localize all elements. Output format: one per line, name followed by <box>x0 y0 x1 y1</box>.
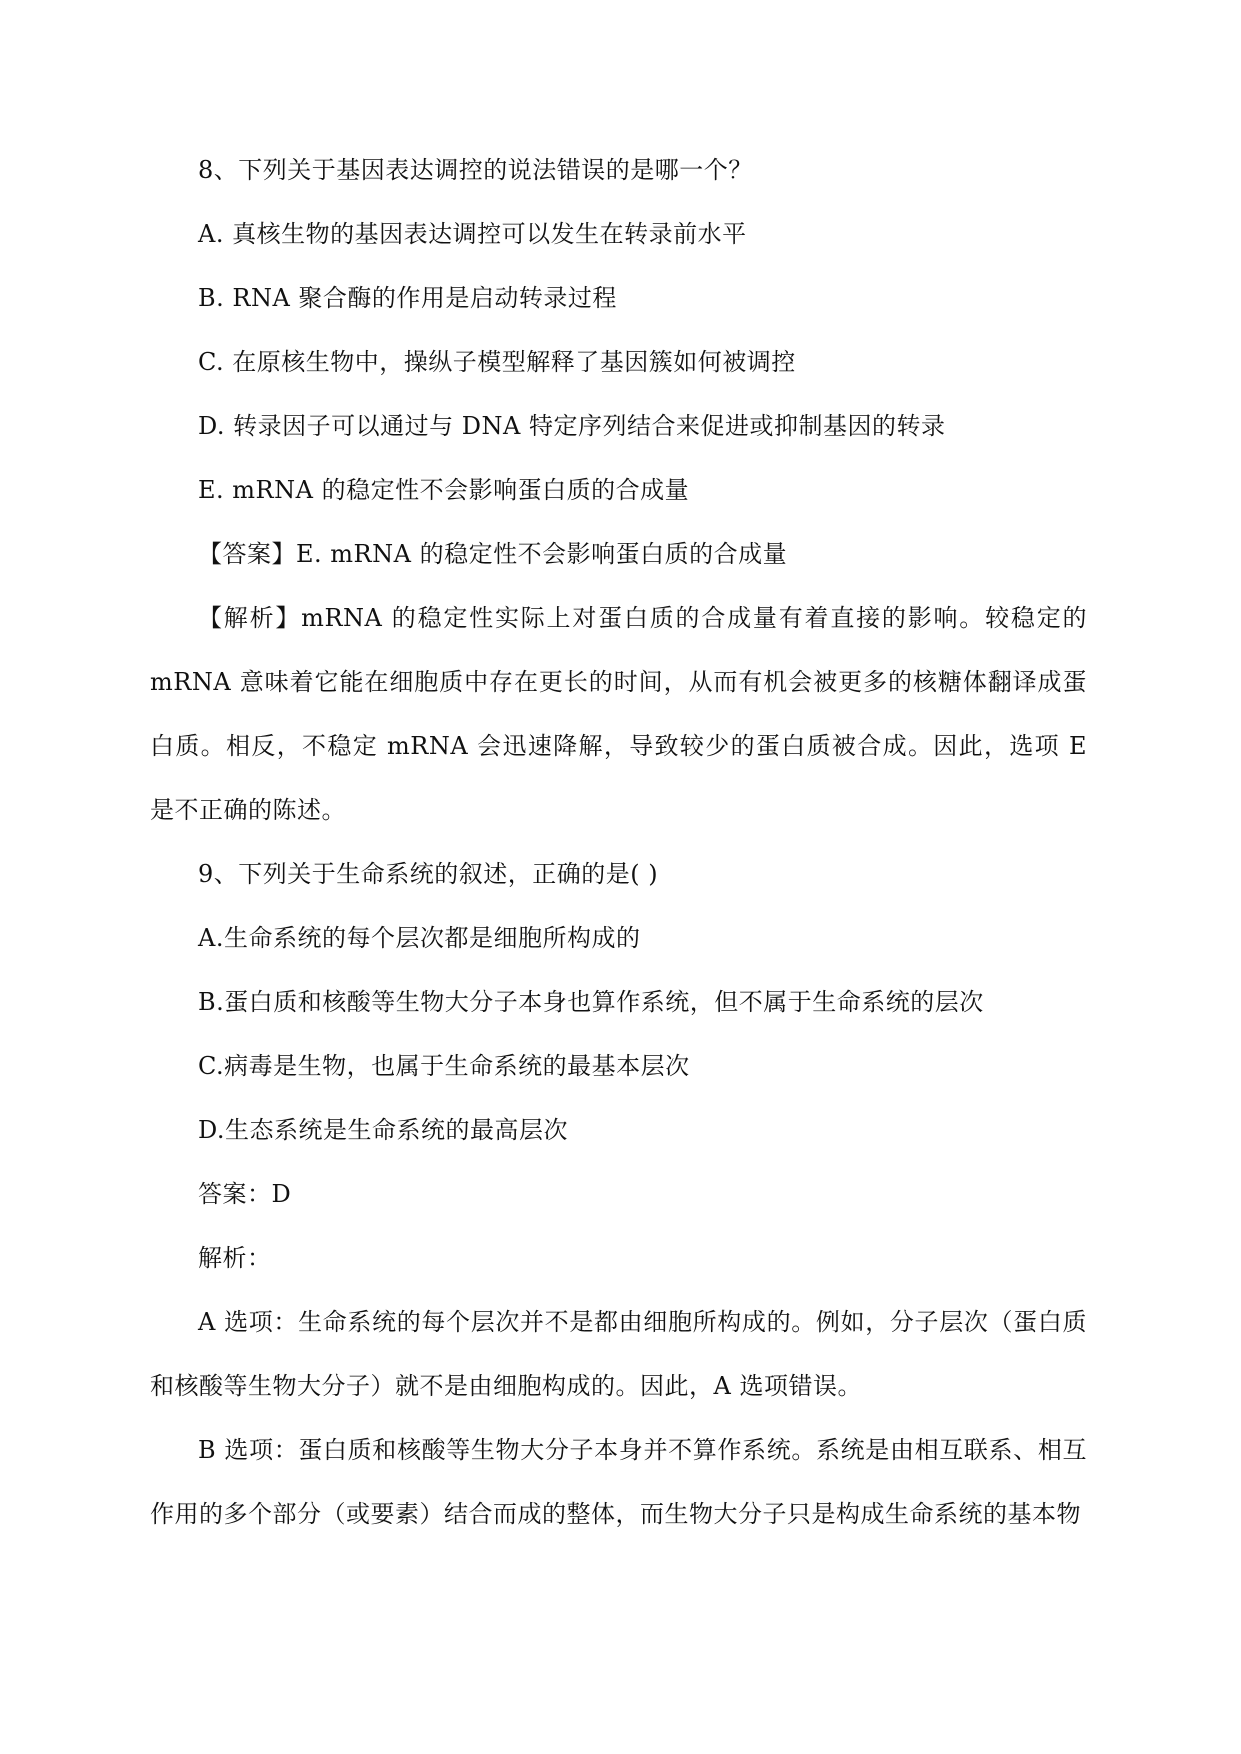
question-8-option-b: B. RNA 聚合酶的作用是启动转录过程 <box>198 284 617 312</box>
question-8-option-d: D. 转录因子可以通过与 DNA 特定序列结合来促进或抑制基因的转录 <box>198 412 946 440</box>
question-9-option-b: B.蛋白质和核酸等生物大分子本身也算作系统，但不属于生命系统的层次 <box>198 988 984 1016</box>
question-9-option-a: A.生命系统的每个层次都是细胞所构成的 <box>198 924 641 952</box>
question-8-option-e: E. mRNA 的稳定性不会影响蛋白质的合成量 <box>198 476 690 504</box>
question-8-option-c: C. 在原核生物中，操纵子模型解释了基因簇如何被调控 <box>198 348 796 376</box>
question-8-answer: 【答案】E. mRNA 的稳定性不会影响蛋白质的合成量 <box>198 540 788 568</box>
question-9-option-d: D.生态系统是生命系统的最高层次 <box>198 1116 569 1144</box>
question-9-analysis-label: 解析： <box>198 1244 272 1272</box>
question-9-option-c: C.病毒是生物，也属于生命系统的最基本层次 <box>198 1052 690 1080</box>
question-9-analysis-a: A 选项：生命系统的每个层次并不是都由细胞所构成的。例如，分子层次（蛋白质和核酸等生物大分子）就不是由细胞构成的。因此，A 选项错误。 <box>150 1308 1087 1400</box>
question-8-analysis: 【解析】mRNA 的稳定性实际上对蛋白质的合成量有着直接的影响。较稳定的 mRNA 意味着它能在细胞质中存在更长的时间，从而有机会被更多的核糖体翻译成蛋白质。相反，不稳定 mRNA 会迅速降解，导致较少的蛋白质被合成。因此，选项 E 是不正确的陈述。 <box>150 604 1087 824</box>
question-9-stem: 9、下列关于生命系统的叙述，正确的是( ) <box>198 860 659 888</box>
document-content <box>150 138 1087 1546</box>
question-9-analysis-b: B 选项：蛋白质和核酸等生物大分子本身并不算作系统。系统是由相互联系、相互作用的多个部分（或要素）结合而成的整体，而生物大分子只是构成生命系统的基本物 <box>150 1436 1087 1528</box>
question-8-option-a: A. 真核生物的基因表达调控可以发生在转录前水平 <box>198 220 747 248</box>
question-8-stem: 8、下列关于基因表达调控的说法错误的是哪一个？ <box>198 156 753 184</box>
question-9-answer: 答案：D <box>198 1180 292 1208</box>
